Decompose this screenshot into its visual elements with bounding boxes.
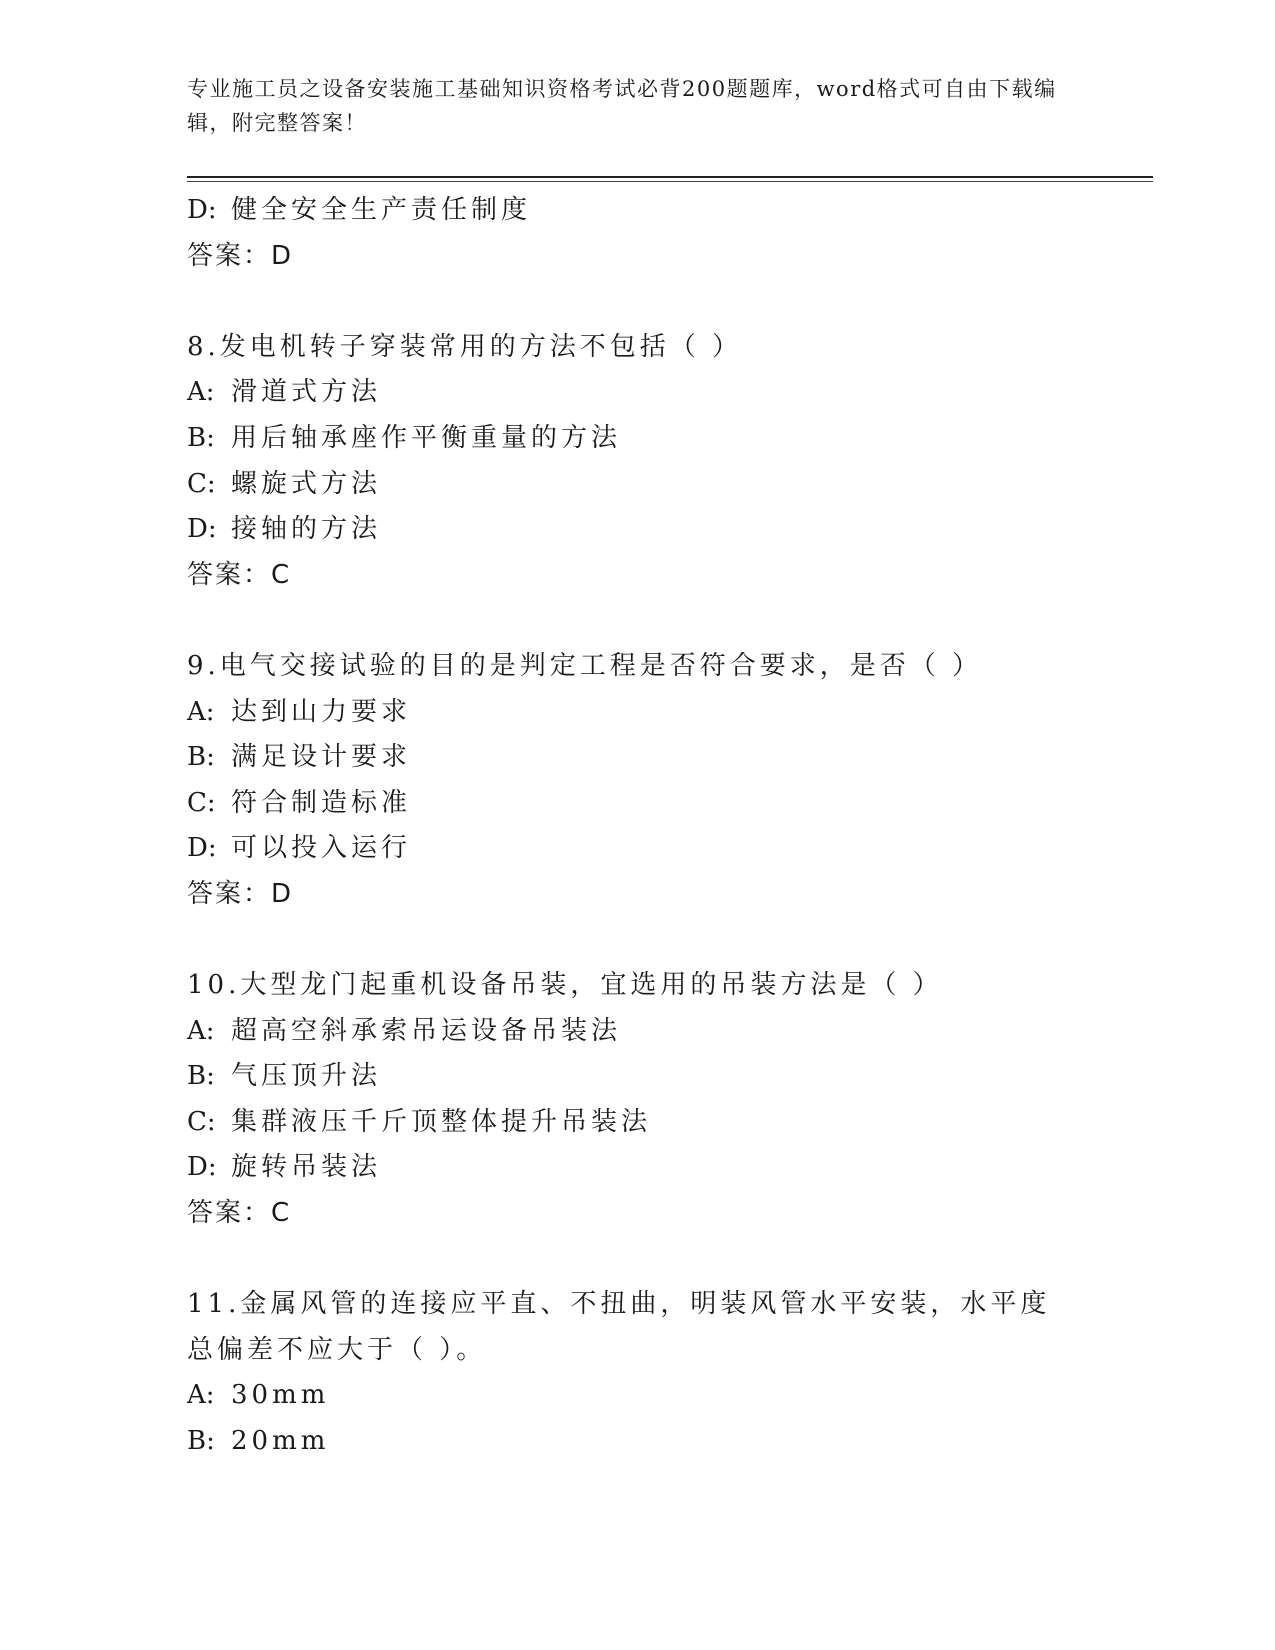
option-line [187, 1009, 1087, 1055]
option-text: 可以投入运行 [231, 833, 412, 864]
option-line [187, 690, 1087, 736]
option-line [187, 1054, 1087, 1100]
option-line [187, 826, 1087, 872]
option-label: B: [187, 1061, 215, 1092]
question-text: 11.金属风管的连接应平直、不扭曲，明装风管水平安装，水平度总偏差不应大于（ ）。 [187, 1289, 1051, 1365]
option-text: 满足设计要求 [231, 742, 412, 773]
option-line [187, 1419, 1087, 1465]
answer-line: 答案：D [187, 240, 294, 271]
answer-line: 答案：D [187, 878, 294, 909]
option-label: A: [187, 1015, 215, 1046]
option-line [187, 735, 1087, 781]
option-line [187, 188, 1087, 234]
option-label: A: [187, 1380, 215, 1411]
option-text: 螺旋式方法 [231, 468, 382, 499]
option-text: 健全安全生产责任制度 [231, 195, 532, 225]
option-line [187, 781, 1087, 827]
question-text: 8.发电机转子穿装常用的方法不包括（ ） [187, 331, 743, 362]
answer-line: 答案：C [187, 1198, 292, 1229]
document-header-title: 专业施工员之设备安装施工基础知识资格考试必背200题题库，word格式可自由下载编辑，附完整答案！ [187, 77, 1057, 135]
option-label: D: [187, 833, 217, 864]
question-content [187, 188, 1087, 1465]
option-line [187, 1373, 1087, 1419]
header-rule-thick [187, 176, 1153, 178]
option-text: 达到山力要求 [231, 696, 412, 727]
option-text: 30mm [231, 1380, 330, 1411]
option-text: 用后轴承座作平衡重量的方法 [231, 422, 622, 453]
spacer [187, 918, 1087, 964]
option-text: 集群液压千斤顶整体提升吊装法 [231, 1106, 652, 1137]
option-label: B: [187, 422, 215, 453]
option-line [187, 507, 1087, 553]
question-text: 9.电气交接试验的目的是判定工程是否符合要求，是否（ ） [187, 650, 983, 681]
option-label: A: [187, 696, 215, 727]
option-line [187, 416, 1087, 462]
option-line [187, 1100, 1087, 1146]
option-text: 接轴的方法 [231, 514, 382, 545]
option-label: A: [187, 377, 215, 408]
option-text: 符合制造标准 [231, 787, 412, 818]
option-text: 气压顶升法 [231, 1061, 382, 1092]
option-label: D: [187, 1152, 217, 1183]
option-text: 旋转吊装法 [231, 1152, 382, 1183]
option-line [187, 462, 1087, 508]
header-rule-thin [187, 181, 1153, 182]
spacer [187, 279, 1087, 325]
option-label: B: [187, 742, 215, 773]
spacer [187, 1237, 1087, 1283]
question-text: 10.大型龙门起重机设备吊装，宜选用的吊装方法是（ ） [187, 970, 943, 1001]
option-label: C: [187, 787, 216, 818]
option-label: D: [187, 514, 217, 545]
option-text: 20mm [231, 1426, 330, 1457]
option-label: C: [187, 468, 216, 499]
option-label: C: [187, 1106, 216, 1137]
option-line [187, 370, 1087, 416]
option-text: 超高空斜承索吊运设备吊装法 [231, 1015, 622, 1046]
spacer [187, 598, 1087, 644]
answer-line: 答案：C [187, 559, 292, 590]
option-line [187, 1145, 1087, 1191]
option-label: B: [187, 1426, 215, 1457]
option-label: D: [187, 195, 217, 225]
option-text: 滑道式方法 [231, 377, 382, 408]
